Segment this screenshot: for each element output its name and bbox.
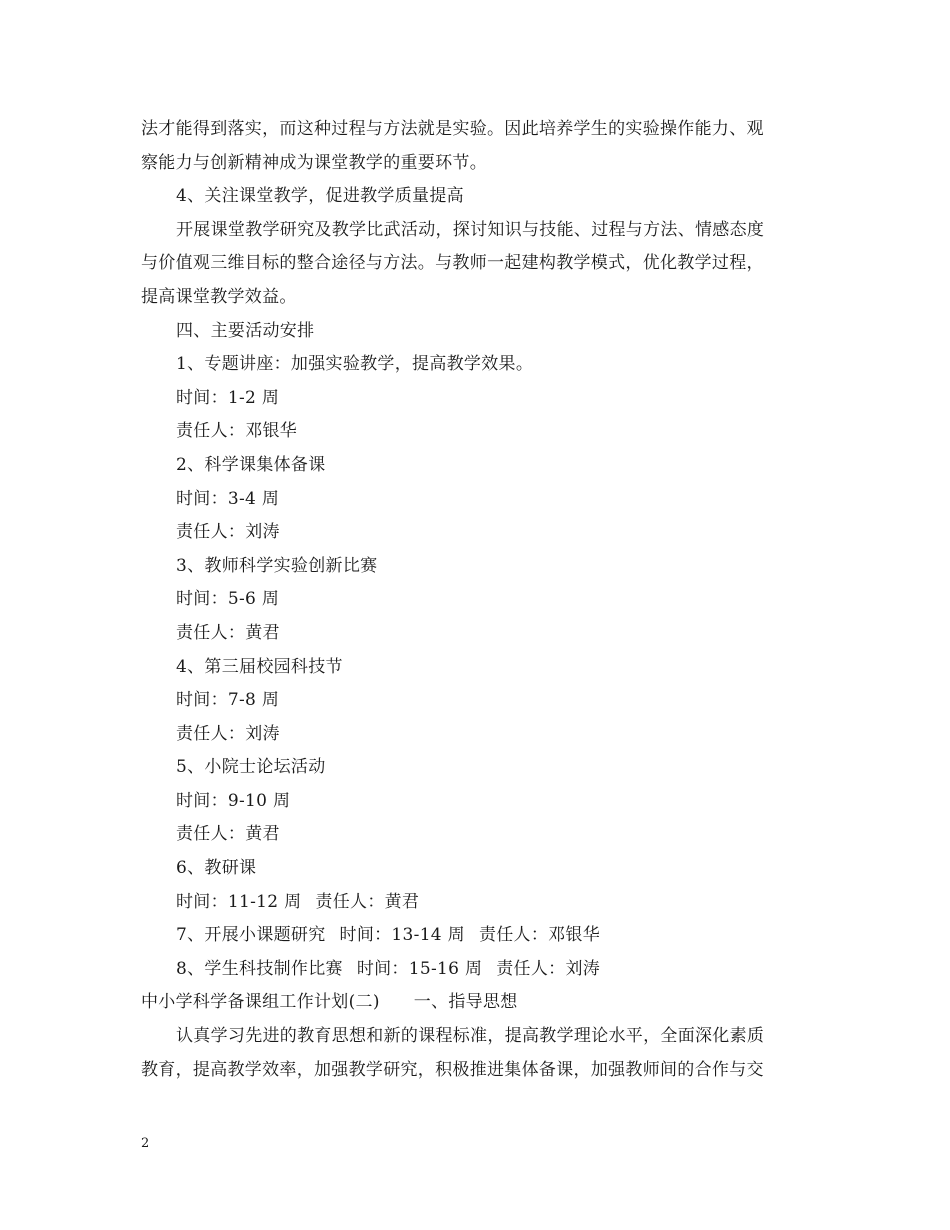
section-heading: 一、指导思想 [413,992,518,1013]
paragraph-line: 开展课堂教学研究及教学比武活动，探讨知识与技能、过程与方法、情感态度 [176,219,765,240]
paragraph-line: 与价值观三维目标的整合途径与方法。与教师一起建构教学模式，优化教学过程， [141,253,764,274]
activity-time: 时间：3-4 周 [176,488,280,509]
paragraph-line: 认真学习先进的教育思想和新的课程标准，提高教学理论水平，全面深化素质 [176,1026,765,1047]
activity-time: 时间：9-10 周 [176,790,291,811]
activity-time: 时间：13-14 周 [339,925,465,946]
paragraph-line: 教育，提高教学效率，加强教学研究，积极推进集体备课，加强教师间的合作与交 [141,1059,764,1080]
activity-schedule-line [141,919,813,953]
activity-owner: 责任人：刘涛 [496,958,601,979]
activity-time: 时间：5-6 周 [176,589,280,610]
document-subtitle: 中小学科学备课组工作计划(二) [141,992,380,1013]
activity-owner: 责任人：刘涛 [176,522,280,543]
section-heading: 四、主要活动安排 [176,320,315,341]
page-number: 2 [141,1136,150,1151]
activity-title: 5、小院士论坛活动 [176,757,326,778]
activity-owner: 责任人：刘涛 [176,723,280,744]
activity-time: 时间：15-16 周 [356,958,483,979]
activity-time: 时间：1-2 周 [176,387,280,408]
activity-owner: 责任人：黄君 [176,824,280,845]
paragraph-line: 提高课堂教学效益。 [141,286,297,307]
activity-title: 2、科学课集体备课 [176,454,326,475]
paragraph-line: 法才能得到落实，而这种过程与方法就是实验。因此培养学生的实验操作能力、观 [141,119,764,139]
paragraph-line: 察能力与创新精神成为课堂教学的重要环节。 [141,152,487,173]
activity-title: 8、学生科技制作比赛 [176,958,343,979]
activity-schedule-line [141,886,813,920]
activity-owner: 责任人：黄君 [176,622,280,643]
document-title-line [141,986,813,1020]
document-body [141,113,813,1087]
activity-title: 7、开展小课题研究 [176,925,326,946]
activity-title: 3、教师科学实验创新比赛 [176,555,378,576]
activity-owner: 责任人：黄君 [315,891,420,912]
activity-schedule-line [141,953,813,987]
activity-title: 4、第三届校园科技节 [176,656,343,677]
activity-title: 1、专题讲座：加强实验教学，提高教学效果。 [176,354,534,375]
activity-owner: 责任人：邓银华 [478,925,601,946]
activity-time: 时间：11-12 周 [176,891,302,912]
activity-owner: 责任人：邓银华 [176,421,298,442]
activity-title: 6、教研课 [176,858,257,879]
activity-time: 时间：7-8 周 [176,690,280,711]
section-heading: 4、关注课堂教学，促进教学质量提高 [176,186,464,207]
